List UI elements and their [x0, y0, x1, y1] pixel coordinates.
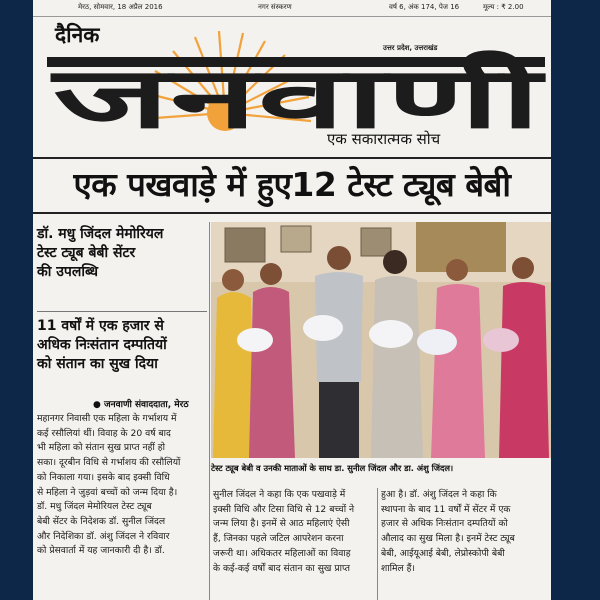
subheadline-line: की उपलब्धि [37, 264, 98, 280]
text-line: महानगर निवासी एक महिला के गर्भाशय में [37, 413, 177, 424]
column-divider [377, 488, 378, 600]
subheadline-first [37, 225, 207, 282]
person-figure [213, 269, 255, 458]
column-divider [209, 222, 210, 600]
text-line: के कई-कई वर्षों बाद संतान का सुख प्राप्त [213, 562, 351, 574]
price-label: मूल्य : ₹ 2.00 [483, 3, 524, 11]
person-figure [431, 259, 485, 458]
text-line: हैं, जिनका पहले जटिल आपरेशन करना [213, 533, 344, 545]
main-headline: एक पखवाड़े में हुए12 टेस्ट ट्यूब बेबी [73, 165, 511, 204]
edition-label: नगर संस्करण [258, 3, 292, 11]
person-figure [499, 257, 549, 458]
volume-info: वर्ष 6, अंक 174, पेज 16 [389, 3, 460, 11]
text-line: डॉ. मधु जिंदल मेमोरियल टेस्ट ट्यूब [37, 501, 152, 513]
text-line: औलाद का सुख मिला है। इनमें टेस्ट ट्यूब [381, 533, 515, 545]
text-line: और निदेशिका डॉ. अंशु जिंदल ने रविवार [37, 530, 170, 542]
subheadline-line: डॉ. मधु जिंदल मेमोरियल [37, 226, 164, 242]
divider [33, 212, 551, 214]
subheadline-second [37, 317, 207, 374]
subheadline-line: 11 वर्षों में एक हजार से [37, 318, 164, 334]
person-figure [249, 263, 295, 458]
masthead-prefix: दैनिक [55, 23, 100, 47]
newspaper-top-bar [33, 0, 551, 17]
text-line: हजार से अधिक निःसंतान दम्पतियों को [381, 518, 508, 530]
article-column-3 [381, 488, 549, 576]
text-line: सुनील जिंदल ने कहा कि एक पखवाड़े में [213, 489, 346, 500]
text-line: सका। दूरबीन विधि से गर्भाशय की रसौलियों [37, 457, 181, 469]
masthead-name: जनवाणी [49, 49, 547, 141]
text-line: भी महिला को संतान सुख प्राप्त नहीं हो [37, 442, 166, 454]
text-line: बेबी, आईयूआई बेबी, लेप्रोस्कोपी बेबी [381, 547, 505, 559]
photo-caption: टेस्ट ट्यूब बेबी व उनकी माताओं के साथ डा. सुनील जिंदल और डा. अंशु जिंदल। [211, 463, 454, 473]
text-line: जरूरी था। अधिकतर महिलाओं का विवाह [213, 547, 351, 559]
region-label: उत्तर प्रदेश, उत्तराखंड [383, 44, 438, 52]
text-line: को निकाला गया। इसके बाद इक्सी विधि [37, 471, 170, 483]
news-photo [211, 222, 551, 458]
masthead-logo [47, 29, 547, 141]
text-line: को प्रेसवार्ता में यह जानकारी दी है। डॉ. [37, 545, 165, 557]
byline: ● जनवाणी संवाददाता, मेरठ [93, 400, 189, 410]
masthead [33, 17, 551, 157]
text-line: बेबी सेंटर के निदेशक डॉ. सुनील जिंदल [37, 515, 166, 527]
masthead-tagline: एक सकारात्मक सोच [327, 130, 441, 148]
subheadline-line: अधिक निःसंतान दम्पतियों [37, 337, 167, 353]
person-figure [315, 246, 363, 458]
newspaper-page [33, 0, 551, 600]
text-line: से महिला ने जुड़वां बच्चों को जन्म दिया है। [37, 486, 178, 498]
text-line: कई रसौलियां थीं। विवाह के 20 वर्ष बाद [37, 427, 171, 439]
text-line: हुआ है। डॉ. अंशु जिंदल ने कहा कि [381, 489, 497, 500]
person-figure [371, 250, 423, 458]
subheadline-line: टेस्ट ट्यूब बेबी सेंटर [37, 245, 136, 261]
divider [37, 311, 207, 312]
subheadline-line: को संतान का सुख दिया [37, 356, 158, 372]
text-line: स्थापना के बाद 11 वर्षों में सेंटर में एक [381, 503, 511, 515]
text-line: जन्म लिया है। इनमें से आठ महिलाएं ऐसी [213, 518, 350, 530]
text-line: इक्सी विधि और टिसा विधि से 12 बच्चों ने [213, 503, 355, 515]
text-line: शामिल हैं। [381, 562, 416, 574]
article-column-2 [213, 488, 373, 576]
article-column-1 [37, 412, 207, 559]
issue-date: मेरठ, सोमवार, 18 अप्रैल 2016 [78, 3, 163, 11]
